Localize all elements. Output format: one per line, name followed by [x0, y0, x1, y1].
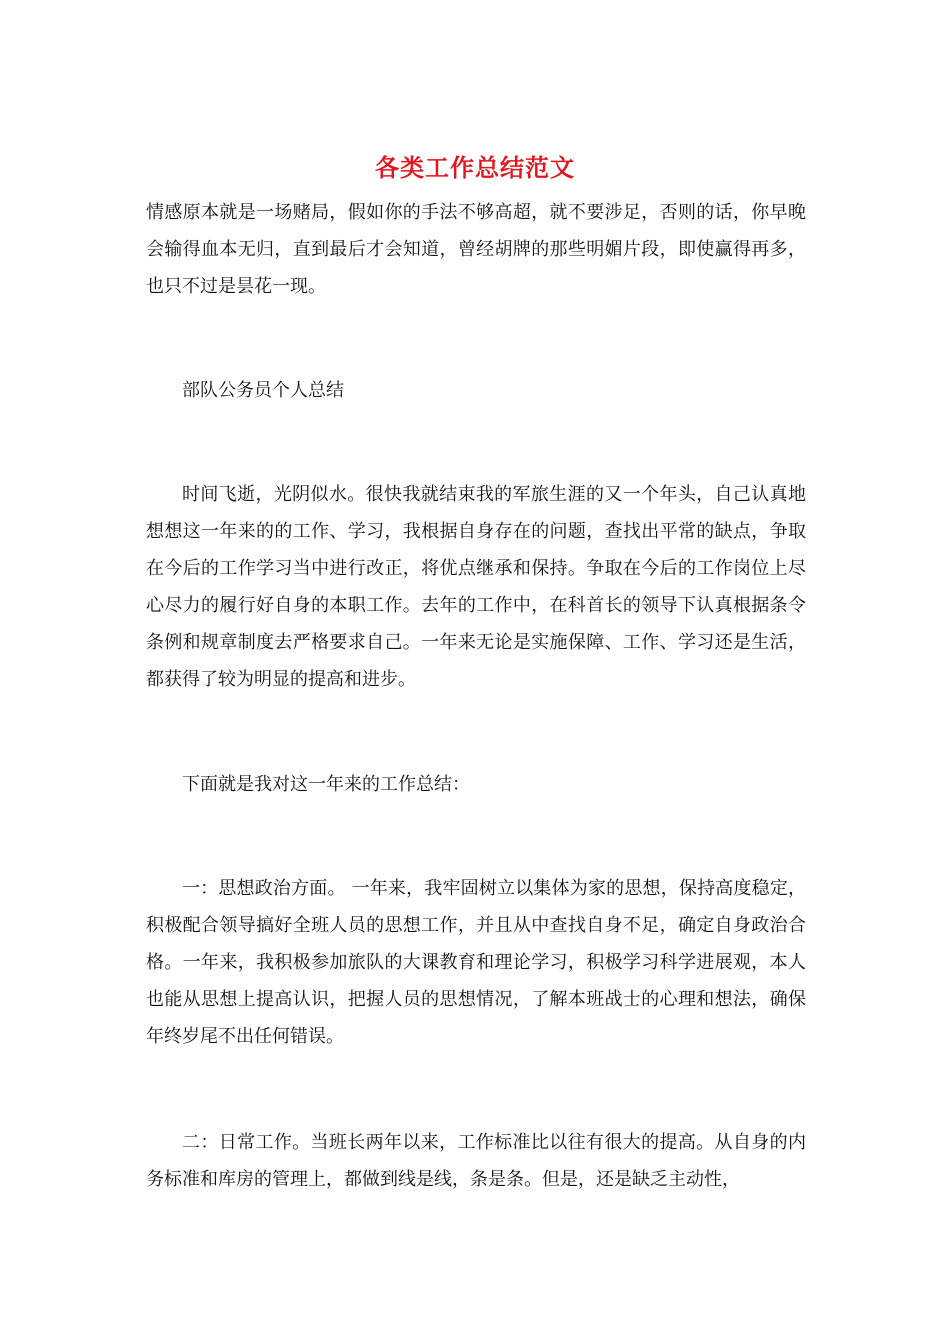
section-heading: 部队公务员个人总结 [182, 380, 344, 401]
body-paragraph-2: 下面就是我对这一年来的工作总结： [182, 774, 470, 795]
document-title: 各类工作总结范文 [375, 153, 575, 182]
body-paragraph-4: 二：日常工作。当班长两年以来，工作标准比以往有很大的提高。从自身的内务标准和库房的管理上，都做到线是线，条是条。但是，还是缺乏主动性， [146, 1132, 806, 1190]
body-paragraph-1: 时间飞逝，光阴似水。很快我就结束我的军旅生涯的又一个年头，自己认真地想想这一年来的的工作、学习，我根据自身存在的问题，查找出平常的缺点，争取在今后的工作学习当中进行改正，将优点继承和保持。争取在今后的工作岗位上尽心尽力的履行好自身的本职工作。去年的工作中，在科首长的领导下认真根据条令条例和规章制度去严格要求自己。一年来无论是实施保障、工作、学习还是生活，都获得了较为明显的提高和进步。 [146, 484, 806, 690]
intro-paragraph: 情感原本就是一场赌局，假如你的手法不够高超，就不要涉足，否则的话，你早晚会输得血本无归，直到最后才会知道，曾经胡牌的那些明媚片段，即使赢得再多，也只不过是昙花一现。 [146, 202, 806, 297]
body-paragraph-3: 一：思想政治方面。 一年来，我牢固树立以集体为家的思想，保持高度稳定，积极配合领导搞好全班人员的思想工作，并且从中查找自身不足，确定自身政治合格。一年来，我积极参加旅队的大课教育和理论学习，积极学习科学进展观，本人也能从思想上提高认识，把握人员的思想情况，了解本班战士的心理和想法，确保年终岁尾不出任何错误。 [146, 878, 806, 1047]
